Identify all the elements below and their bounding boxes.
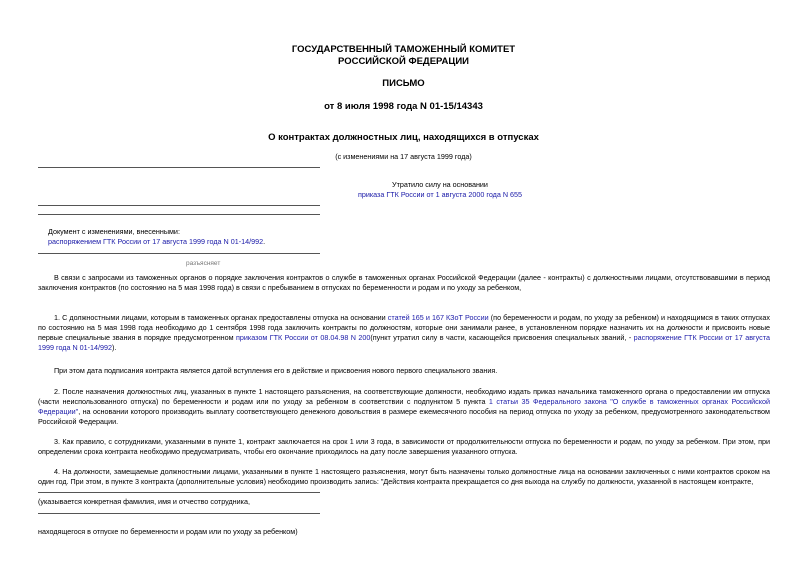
issuing-org-line2: РОССИЙСКОЙ ФЕДЕРАЦИИ — [337, 56, 469, 67]
divider — [38, 214, 320, 215]
explains-word: разъясняет — [186, 260, 221, 267]
issuing-org-line1: ГОСУДАРСТВЕННЫЙ ТАМОЖЕННЫЙ КОМИТЕТ — [291, 44, 516, 55]
divider — [38, 167, 320, 168]
repeal-order-link[interactable]: приказа ГТК России от 1 августа 2000 года N 655 — [357, 190, 523, 199]
paragraph-1-note: При этом дата подписания контракта является датой вступления его в действие и присвоения нового первого специального звания. — [54, 366, 498, 375]
fill-hint-1: (указывается конкретная фамилия, имя и отчество сотрудника, — [38, 497, 250, 506]
order-992-link[interactable]: распоряжение ГТК России от 17 августа 1999 года N 01-14/992 — [38, 333, 770, 352]
paragraph-3: 3. Как правило, с сотрудниками, указанными в пункте 1, контракт заключается на срок 1 или 3 года, в зависимости от продолжительности отпуска по беременности и родам, по уходу за ребенком. При этом, при определении срока контракта необходимо предусматривать, чтобы его окончание приходилось на дату после завершения указанного отпуска. — [38, 437, 770, 456]
fill-line — [38, 492, 320, 493]
changes-tail: . — [263, 237, 266, 246]
fill-line — [38, 513, 320, 514]
paragraph-1: 1. С должностными лицами, которым в таможенных органах предоставлены отпуска на основании статей 165 и 167 КЗоТ России (по беременности и родам, по уходу за ребенком) и находящимся в таких отпусках по состоянию на 5 мая 1998 года необходимо до 1 сентября 1998 года заключить контракты по должностям, которые они занимали ранее, в установленном порядке назначить их на должности и присвоить новые первые специальные звания в порядке предусмотренном приказом ГТК России от 08.04.98 N 200(пункт утратил силу в части, касающейся присвоения специальных званий, - распоряжение ГТК России от 17 августа 1999 года N 01-14/992). — [38, 313, 770, 352]
paragraph-4: 4. На должности, замещаемые должностными лицами, указанными в пункте 1 настоящего разъяснения, могут быть назначены только должностные лица на основании заключенных с ними контрактов сроком на один год. При этом, в пункте 3 контракта (дополнительные условия) необходимо производить запись: "Действия контракта прекращается со дня выхода на службу по должности, указанной в настоящем контракте, — [38, 467, 770, 486]
divider — [38, 205, 320, 206]
amendments-note: (с изменениями на 17 августа 1999 года) — [335, 152, 472, 161]
order-200-link[interactable]: приказом ГТК России от 08.04.98 N 200 — [236, 333, 371, 342]
labor-code-articles-link[interactable]: статей 165 и 167 КЗоТ России — [387, 313, 489, 322]
fill-hint-2: находящегося в отпуске по беременности и родам или по уходу за ребенком) — [38, 527, 298, 536]
changes-intro: Документ с изменениями, внесенными: — [48, 227, 180, 236]
paragraph-2: 2. После назначения должностных лиц, указанных в пункте 1 настоящего разъяснения, на соответствующие должности, необходимо издать приказ начальника таможенного органа о предоставлении им отпуска (части неиспользованного отпуска) по беременности и родам или по уходу за ребенком в соответствии с подпунктом 5 пункта 1 статьи 35 Федерального закона "О службе в таможенных органах Российской Федерации", на основании которого производить выплату соответствующего денежного довольствия в размере ежемесячного пособия на период отпуска по уходу за ребенком, предусмотренного законодательством Российской Федерации. — [38, 387, 770, 426]
document-date-number: от 8 июля 1998 года N 01-15/14343 — [324, 101, 483, 112]
document-title: О контрактах должностных лиц, находящихся в отпусках — [268, 132, 539, 143]
federal-law-article-link[interactable]: 1 статьи 35 Федерального закона "О службе в таможенных органах Российской Федерации" — [38, 397, 770, 416]
changes-line — [48, 237, 265, 247]
amending-order-link[interactable]: распоряжением ГТК России от 17 августа 1999 года N 01-14/992 — [48, 237, 264, 246]
divider — [38, 253, 320, 254]
intro-paragraph: В связи с запросами из таможенных органов о порядке заключения контрактов о службе в таможенных органах Российской Федерации (далее - контракты) с должностными лицами, отсутствовавшими в период заключения контрактов (по состоянию на 5 мая 1998 года) в связи с пребыванием в отпусках по беременности и родам и по уходу за ребенком, — [38, 273, 770, 292]
status-text: Утратило силу на основании — [392, 180, 488, 189]
document-type: ПИСЬМО — [382, 78, 425, 89]
